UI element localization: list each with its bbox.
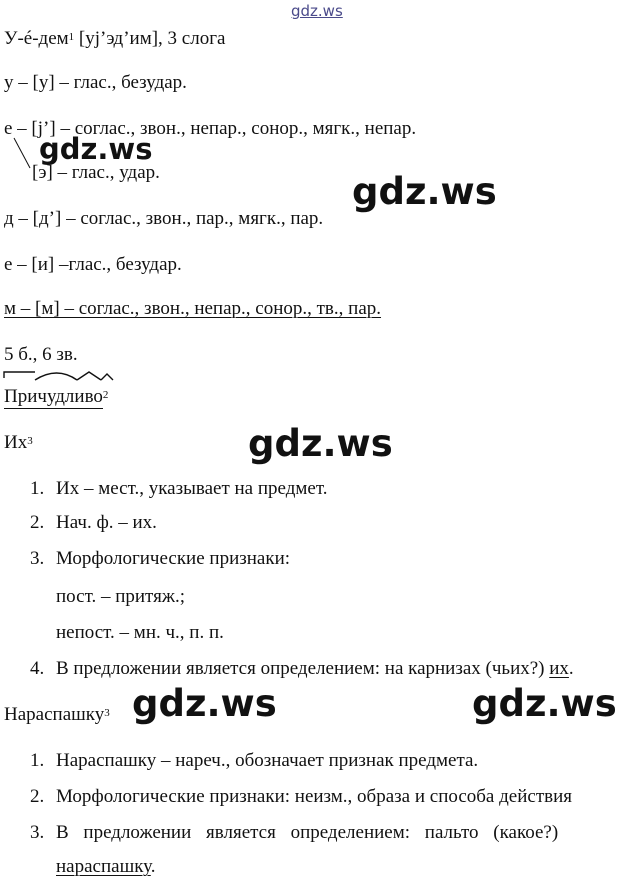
phonetic-word: У-é-дем xyxy=(4,28,69,49)
watermark-left-bottom: gdz.ws xyxy=(132,682,277,725)
adverb-item-3-num: 3. xyxy=(30,822,45,843)
phonetic-row-1: у – [у] – глас., безудар. xyxy=(4,72,187,93)
adverb-item-3-cont xyxy=(56,856,156,878)
pronoun-item-4 xyxy=(30,658,574,680)
watermark-right-1: gdz.ws xyxy=(352,170,497,213)
pronoun-item-2-text: Нач. ф. – их. xyxy=(56,512,157,533)
morpheme-marks xyxy=(3,366,115,388)
adverb-heading xyxy=(4,704,110,726)
morphemic-word xyxy=(4,386,108,408)
phonetic-row-2: е – [j’] – соглас., звон., непар., сонор., мягк., непар. xyxy=(4,118,417,139)
adverb-word-sup: 3 xyxy=(104,707,110,719)
adverb-item-2 xyxy=(30,786,572,808)
pronoun-subitem-2: непост. – мн. ч., п. п. xyxy=(56,622,224,643)
phonetic-summary: 5 б., 6 зв. xyxy=(4,344,78,365)
pronoun-item-3-text: Морфологические признаки: xyxy=(56,548,291,569)
phonetic-heading xyxy=(4,28,225,50)
watermark-center: gdz.ws xyxy=(248,422,393,465)
watermark-top: gdz.ws xyxy=(291,2,343,20)
pronoun-item-2 xyxy=(30,512,157,534)
adverb-item-3-text: В предложении является определением: пальто (какое?) xyxy=(56,822,559,843)
pronoun-item-4-underlined: их xyxy=(549,658,569,679)
pronoun-item-2-num: 2. xyxy=(30,512,45,533)
phonetic-row-6: м – [м] – соглас., звон., непар., сонор., тв., пар. xyxy=(4,298,382,319)
adverb-item-1 xyxy=(30,750,478,772)
pronoun-word-sup: 3 xyxy=(27,435,33,447)
morphemic-word-sup: 2 xyxy=(102,389,109,401)
adverb-item-3-underlined: нараспашку xyxy=(56,856,151,877)
pronoun-item-1-num: 1. xyxy=(30,478,45,499)
adverb-word: Нараспашку xyxy=(4,704,105,725)
pronoun-item-3-num: 3. xyxy=(30,548,45,569)
pronoun-item-3 xyxy=(30,548,290,570)
adverb-item-2-text: Морфологические признаки: неизм., образа и способа действия xyxy=(56,786,572,807)
phonetic-row-4: д – [д’] – соглас., звон., пар., мягк., пар. xyxy=(4,208,324,229)
adverb-item-1-text: Нараспашку – нареч., обозначает признак предмета. xyxy=(56,750,479,771)
pronoun-item-1 xyxy=(30,478,327,500)
pronoun-item-4-end: . xyxy=(568,658,574,679)
phonetic-row-5: е – [и] –глас., безудар. xyxy=(4,254,182,275)
adverb-item-1-num: 1. xyxy=(30,750,45,771)
watermark-right-bottom: gdz.ws xyxy=(472,682,617,725)
pronoun-word: Их xyxy=(4,432,28,453)
adverb-item-2-num: 2. xyxy=(30,786,45,807)
pronoun-item-1-text: Их – мест., указывает на предмет. xyxy=(56,478,328,499)
letter-connector-line xyxy=(12,136,32,170)
phonetic-word-sup: 1 xyxy=(68,31,75,43)
pronoun-subitem-1: пост. – притяж.; xyxy=(56,586,185,607)
phonetic-row-3: [э] – глас., удар. xyxy=(32,162,160,183)
pronoun-item-4-num: 4. xyxy=(30,658,45,679)
pronoun-heading xyxy=(4,432,33,454)
morphemic-word-text: Причудливо xyxy=(4,386,103,407)
pronoun-item-4-text: В предложении является определением: на карнизах (чьих?) xyxy=(56,658,550,679)
phonetic-transcription: [уj’эд’им], 3 слога xyxy=(74,28,226,49)
adverb-item-3 xyxy=(30,822,558,844)
watermark-small: gdz.ws xyxy=(39,132,153,166)
adverb-item-3-end: . xyxy=(150,856,156,877)
